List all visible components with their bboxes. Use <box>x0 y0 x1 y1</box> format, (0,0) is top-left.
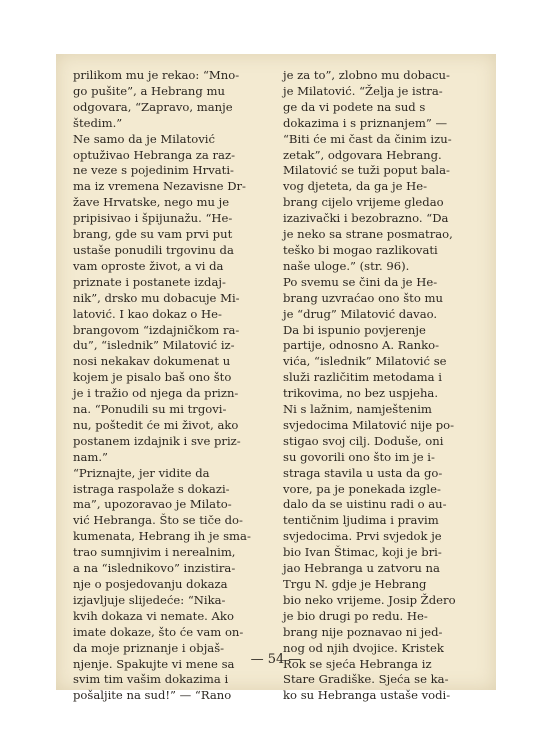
text-line: zetak”, odgovara Hebrang. <box>283 147 442 162</box>
text-line: Ne samo da je Milatović <box>73 131 215 146</box>
text-line: ustaše ponudili trgovinu da <box>73 242 234 257</box>
text-line: teško bi mogao razlikovati <box>283 242 438 257</box>
text-line: imate dokaze, što će vam on- <box>73 624 244 639</box>
text-line: odgovara, “Zapravo, manje <box>73 99 233 114</box>
text-line: štedim.” <box>73 115 123 130</box>
text-line: ma”, upozoravao je Milato- <box>73 497 232 512</box>
text-line: Milatović se tuži poput bala- <box>283 163 450 178</box>
text-line: kumenata, Hebrang ih je sma- <box>73 529 251 544</box>
text-line: bio Ivan Štimac, koji je bri- <box>283 545 442 560</box>
text-line: je i tražio od njega da prizn- <box>73 386 239 401</box>
text-line: trikovima, no bez uspjeha. <box>283 386 439 401</box>
text-line: nosi nekakav dokumenat u <box>73 354 231 369</box>
text-line: trao sumnjivim i nerealnim, <box>73 545 236 560</box>
text-line: priznate i postanete izdaj- <box>73 274 226 289</box>
text-line: du”, “islednik” Milatović iz- <box>73 338 235 353</box>
text-line: a na “islednikovo” inzistira- <box>73 561 236 576</box>
text-line: nam.” <box>73 449 108 464</box>
text-line: služi različitim metodama i <box>283 370 442 385</box>
text-line: vam oproste život, a vi da <box>73 258 224 273</box>
text-line: da moje priznanje i objaš- <box>73 640 225 655</box>
text-line: “Biti će mi čast da činim izu- <box>283 131 452 146</box>
text-line: partije, odnosno A. Ranko- <box>283 338 440 353</box>
text-line: brang cijelo vrijeme gledao <box>283 195 444 210</box>
text-line: Trgu N. gdje je Hebrang <box>283 577 427 591</box>
text-line: dokazima i s priznanjem” — <box>283 115 448 130</box>
text-line: nu, poštedit će mi život, ako <box>73 417 239 432</box>
text-line: na. “Ponudili su mi trgovi- <box>73 402 227 417</box>
text-line: je za to”, zlobno mu dobacu- <box>283 68 450 82</box>
text-line: Po svemu se čini da je He- <box>283 274 438 289</box>
text-line: brang, gde su vam prvi put <box>73 227 233 242</box>
text-line: Da bi ispunio povjerenje <box>283 322 426 337</box>
right-column <box>283 68 473 704</box>
text-line: je bio drugi po redu. He- <box>283 608 428 623</box>
text-line: ko su Hebranga ustaše vodi- <box>283 688 451 703</box>
text-line: Rok se sjeća Hebranga iz <box>283 656 432 671</box>
text-line: bio neko vrijeme. Josip Ždero <box>283 592 456 607</box>
text-line: nje o posjedovanju dokaza <box>73 577 228 591</box>
text-line: brang uzvraćao ono što mu <box>283 290 443 305</box>
text-line: su govorili ono što im je i- <box>283 449 435 464</box>
text-line: jao Hebranga u zatvoru na <box>283 561 440 576</box>
text-line: vića, “islednik” Milatović se <box>283 354 447 369</box>
text-line: ge da vi podete na sud s <box>283 99 426 114</box>
text-line: latović. I kao dokaz o He- <box>73 306 222 321</box>
text-line: izjavljuje slijedeće: “Nika- <box>73 592 226 607</box>
text-line: vore, pa je ponekada izgle- <box>283 481 441 496</box>
text-line: kojem je pisalo baš ono što <box>73 370 232 385</box>
text-line: prilikom mu je rekao: “Mno- <box>73 68 240 82</box>
text-line: brangovom “izdajničkom ra- <box>73 322 240 337</box>
text-line: nik”, drsko mu dobacuje Mi- <box>73 290 240 305</box>
text-line: “Priznajte, jer vidite da <box>73 465 210 480</box>
text-line: izazivački i bezobrazno. “Da <box>283 211 449 226</box>
text-line: nog od njih dvojice. Kristek <box>283 640 444 655</box>
text-line: stigao svoj cilj. Doduše, oni <box>283 433 444 448</box>
text-line: go pušite”, a Hebrang mu <box>73 83 225 98</box>
text-line: svim tim vašim dokazima i <box>73 672 229 687</box>
text-line: je “drug” Milatović davao. <box>283 306 438 321</box>
text-line: ne veze s pojedinim Hrvati- <box>73 163 234 178</box>
text-line: straga stavila u usta da go- <box>283 465 443 480</box>
text-line: brang nije poznavao ni jed- <box>283 624 443 639</box>
text-line: njenje. Spakujte vi mene sa <box>73 656 235 671</box>
text-line: tentičnim ljudima i pravim <box>283 513 439 528</box>
text-line: je neko sa strane posmatrao, <box>283 227 453 242</box>
text-line: je Milatović. “Želja je istra- <box>283 83 443 98</box>
left-column <box>73 68 263 704</box>
text-line: svjedocima Milatović nije po- <box>283 417 455 432</box>
text-line: vog djeteta, da ga je He- <box>283 179 428 194</box>
page-number: — 54 — <box>250 652 302 667</box>
text-line: pošaljite na sud!” — “Rano <box>73 688 232 703</box>
text-line: ma iz vremena Nezavisne Dr- <box>73 179 246 194</box>
text-line: optuživao Hebranga za raz- <box>73 147 235 162</box>
text-line: žave Hrvatske, nego mu je <box>73 195 230 210</box>
text-line: svjedocima. Prvi svjedok je <box>283 529 442 544</box>
text-line: vić Hebranga. Što se tiče do- <box>73 513 243 528</box>
text-line: istraga raspolaže s dokazi- <box>73 481 230 496</box>
text-line: postanem izdajnik i sve priz- <box>73 433 241 448</box>
text-line: dalo da se uistinu radi o au- <box>283 497 447 512</box>
text-line: Ni s lažnim, namještenim <box>283 402 432 417</box>
text-line: naše uloge.” (str. 96). <box>283 258 410 273</box>
book-page <box>56 54 496 703</box>
text-line: pripisivao i špijunažu. “He- <box>73 211 233 226</box>
text-line: kvih dokaza vi nemate. Ako <box>73 608 234 623</box>
text-line: Stare Gradiške. Sjeća se ka- <box>283 672 449 687</box>
